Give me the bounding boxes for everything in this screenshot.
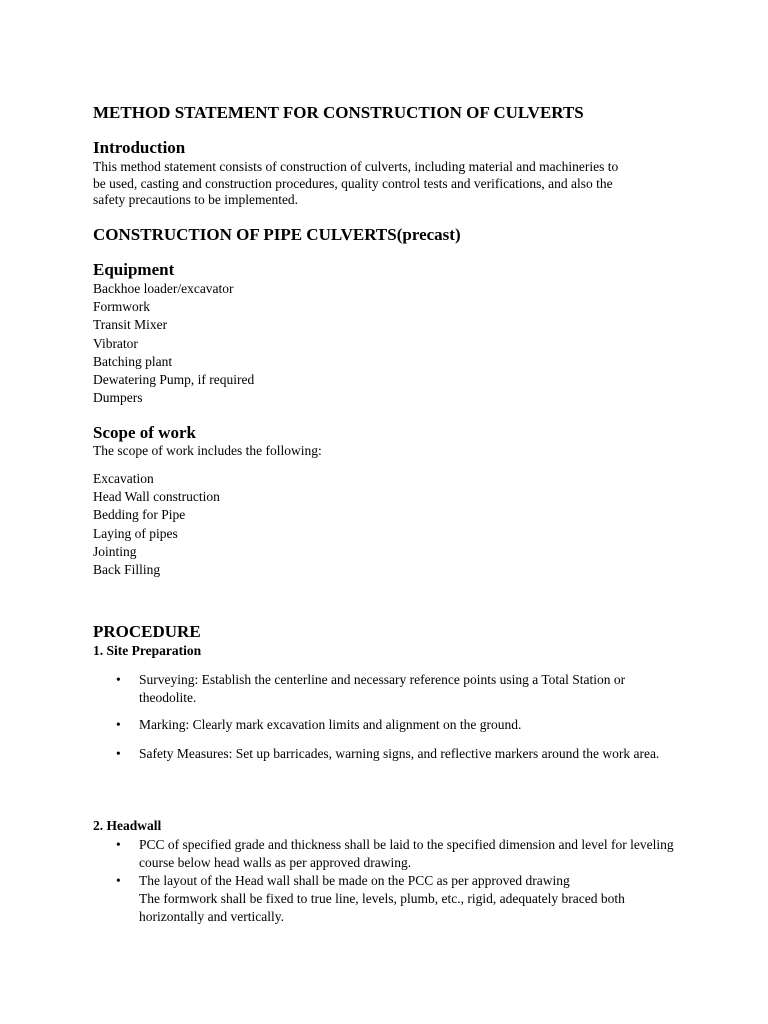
equipment-item: Batching plant <box>93 353 173 369</box>
scope-item: Jointing <box>93 543 137 559</box>
bullet-text: The layout of the Head wall shall be made on the PCC as per approved drawing <box>139 873 570 888</box>
bullet-icon: • <box>116 873 121 888</box>
pipe-culverts-heading: CONSTRUCTION OF PIPE CULVERTS(precast) <box>93 225 461 244</box>
bullet-text: Safety Measures: Set up barricades, warning signs, and reflective markers around the work area. <box>139 746 660 761</box>
scope-item: Excavation <box>93 471 154 486</box>
bullet-icon: • <box>116 746 121 761</box>
equipment-list <box>93 280 254 407</box>
equipment-item: Vibrator <box>93 335 138 351</box>
introduction-heading: Introduction <box>93 138 186 157</box>
equipment-item: Formwork <box>93 299 150 315</box>
bullet-text: Surveying: Establish the centerline and necessary reference points using a Total Station or theodolite. <box>139 672 626 705</box>
equipment-heading: Equipment <box>93 260 175 279</box>
scope-item: Bedding for Pipe <box>93 507 186 523</box>
equipment-item: Dewatering Pump, if required <box>93 371 255 387</box>
bullet-icon: • <box>116 672 121 687</box>
procedure-heading: PROCEDURE <box>93 622 201 641</box>
bullet-icon: • <box>116 837 121 852</box>
bullet-text: PCC of specified grade and thickness shall be laid to the specified dimension and level for leveling course below head walls as per approved drawing. <box>139 837 674 870</box>
scope-intro: The scope of work includes the following: <box>93 443 322 458</box>
scope-list <box>93 470 220 579</box>
document-title: METHOD STATEMENT FOR CONSTRUCTION OF CULVERTS <box>93 103 584 122</box>
bullet-icon: • <box>116 717 121 732</box>
equipment-item: Dumpers <box>93 390 143 406</box>
scope-heading: Scope of work <box>93 423 196 442</box>
site-preparation-heading: 1. Site Preparation <box>93 643 202 658</box>
continuation-text: The formwork shall be fixed to true line, levels, plumb, etc., rigid, adequately braced both horizontally and vertically. <box>139 891 625 924</box>
scope-item: Laying of pipes <box>93 525 178 541</box>
headwall-heading: 2. Headwall <box>93 818 162 833</box>
equipment-item: Backhoe loader/excavator <box>93 281 234 296</box>
equipment-item: Transit Mixer <box>93 317 168 333</box>
bullet-text: Marking: Clearly mark excavation limits and alignment on the ground. <box>139 717 522 732</box>
scope-item: Back Filling <box>93 561 161 577</box>
scope-item: Head Wall construction <box>93 489 220 505</box>
introduction-text: This method statement consists of construction of culverts, including material and machineries to be used, casting and construction procedures, quality control tests and verifications, and also the safety precautions to be implemented. <box>93 159 619 207</box>
